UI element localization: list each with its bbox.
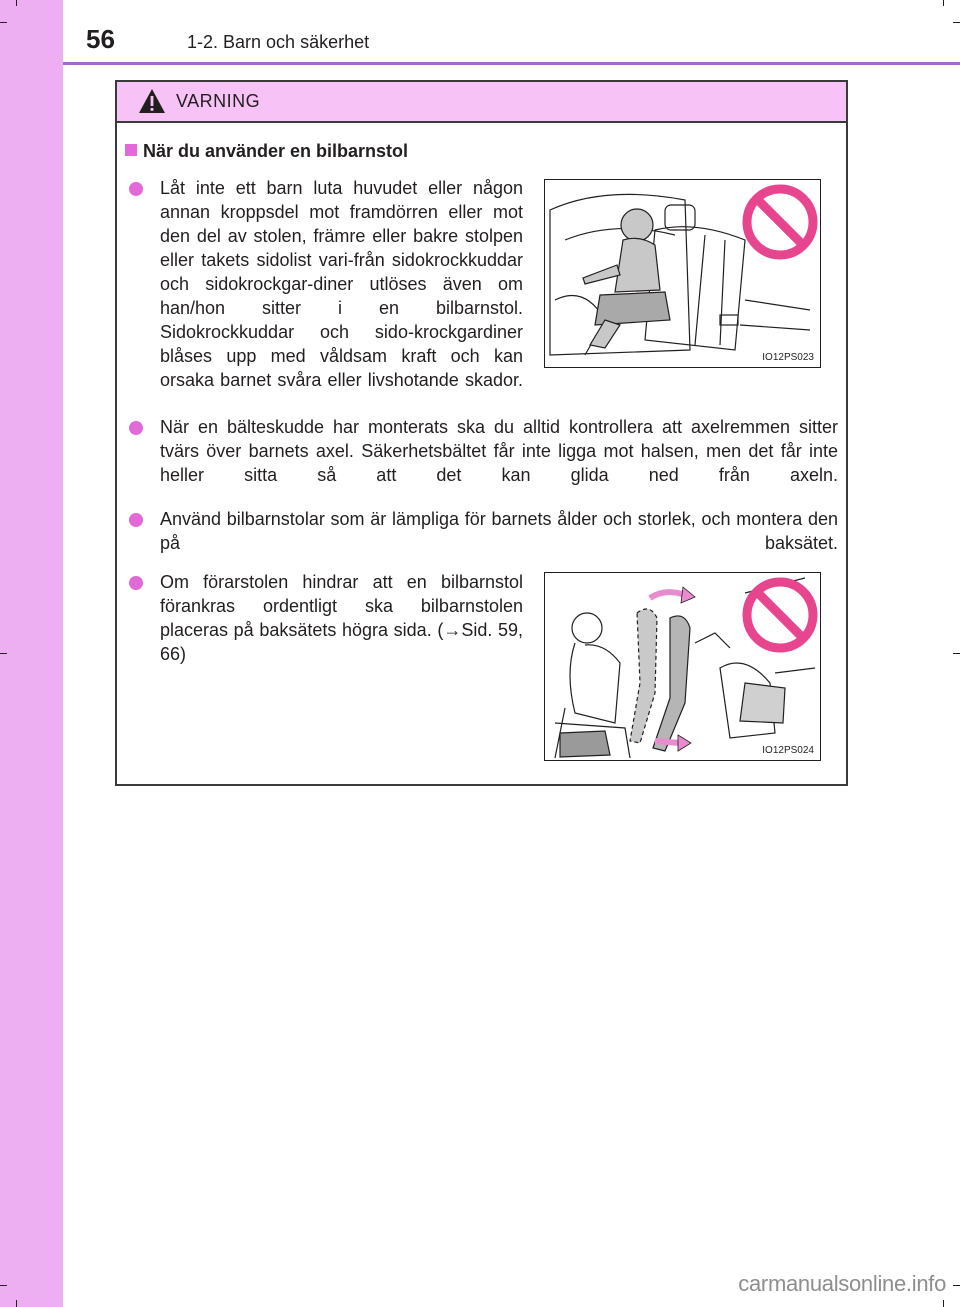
crop-mark bbox=[16, 0, 17, 6]
bullet-text: Använd bilbarnstolar som är lämpliga för barnets ålder och storlek, och montera den på baksätet. bbox=[160, 509, 838, 553]
front-seat-conflict-illustration bbox=[545, 573, 820, 760]
bullet-icon bbox=[129, 182, 143, 196]
crop-mark bbox=[0, 653, 7, 654]
bullet-text: Om förarstolen hindrar att en bilbarnstol förankras ordentligt ska bilbarnstolen placeras på baksätets högra sida. (→Sid. 59, 66) bbox=[160, 572, 523, 664]
page-number: 56 bbox=[86, 24, 115, 54]
crop-mark bbox=[943, 0, 944, 6]
crop-mark bbox=[16, 1300, 17, 1307]
child-booster-seat-illustration bbox=[545, 180, 820, 367]
crop-mark bbox=[953, 653, 960, 654]
warning-box bbox=[115, 80, 848, 786]
page-edge-tab bbox=[0, 0, 63, 1307]
bullet-icon bbox=[129, 513, 143, 527]
crop-mark bbox=[0, 22, 7, 23]
warning-label: VARNING bbox=[176, 91, 261, 111]
watermark[interactable]: carmanualsonline.info bbox=[738, 1271, 946, 1296]
square-bullet-icon bbox=[125, 144, 137, 156]
crop-mark bbox=[953, 1285, 960, 1286]
prohibited-icon bbox=[747, 189, 813, 255]
warning-header bbox=[117, 82, 846, 123]
bullet-text: Låt inte ett barn luta huvudet eller någon annan kroppsdel mot framdörren eller mot den del av stolen, främre eller bakre stolpen eller takets sidolist vari-från sidokrockkuddar och sidokrockgar-diner utlöses även om han/hon sitter i en bilbarnstol. Sidokrockkuddar och sido-krockgardiner blåses upp med våldsam kraft och kan orsaka barnet svåra eller livshotande skador. bbox=[160, 178, 523, 390]
bullet-icon bbox=[129, 421, 143, 435]
figure-code: IO12PS023 bbox=[762, 352, 814, 363]
illustration-front-seat-conflict bbox=[544, 572, 821, 761]
section-title: 1-2. Barn och säkerhet bbox=[187, 32, 370, 52]
figure-code: IO12PS024 bbox=[762, 745, 814, 756]
bullet-text: När en bälteskudde har monterats ska du alltid kontrollera att axelremmen sitter tvärs över barnets axel. Säkerhetsbältet får inte ligga mot halsen, men det får inte heller sitta så att det kan glida ned från axeln. bbox=[160, 417, 838, 485]
warning-subheading bbox=[125, 142, 408, 160]
prohibited-icon bbox=[747, 582, 813, 648]
crop-mark bbox=[0, 1285, 7, 1286]
bullet-icon bbox=[129, 576, 143, 590]
header-rule bbox=[63, 62, 960, 65]
warning-subheading-text: När du använder en bilbarnstol bbox=[143, 141, 409, 161]
warning-triangle-icon bbox=[138, 87, 166, 115]
crop-mark bbox=[943, 1300, 944, 1307]
illustration-child-booster-seat bbox=[544, 179, 821, 368]
crop-mark bbox=[953, 22, 960, 23]
